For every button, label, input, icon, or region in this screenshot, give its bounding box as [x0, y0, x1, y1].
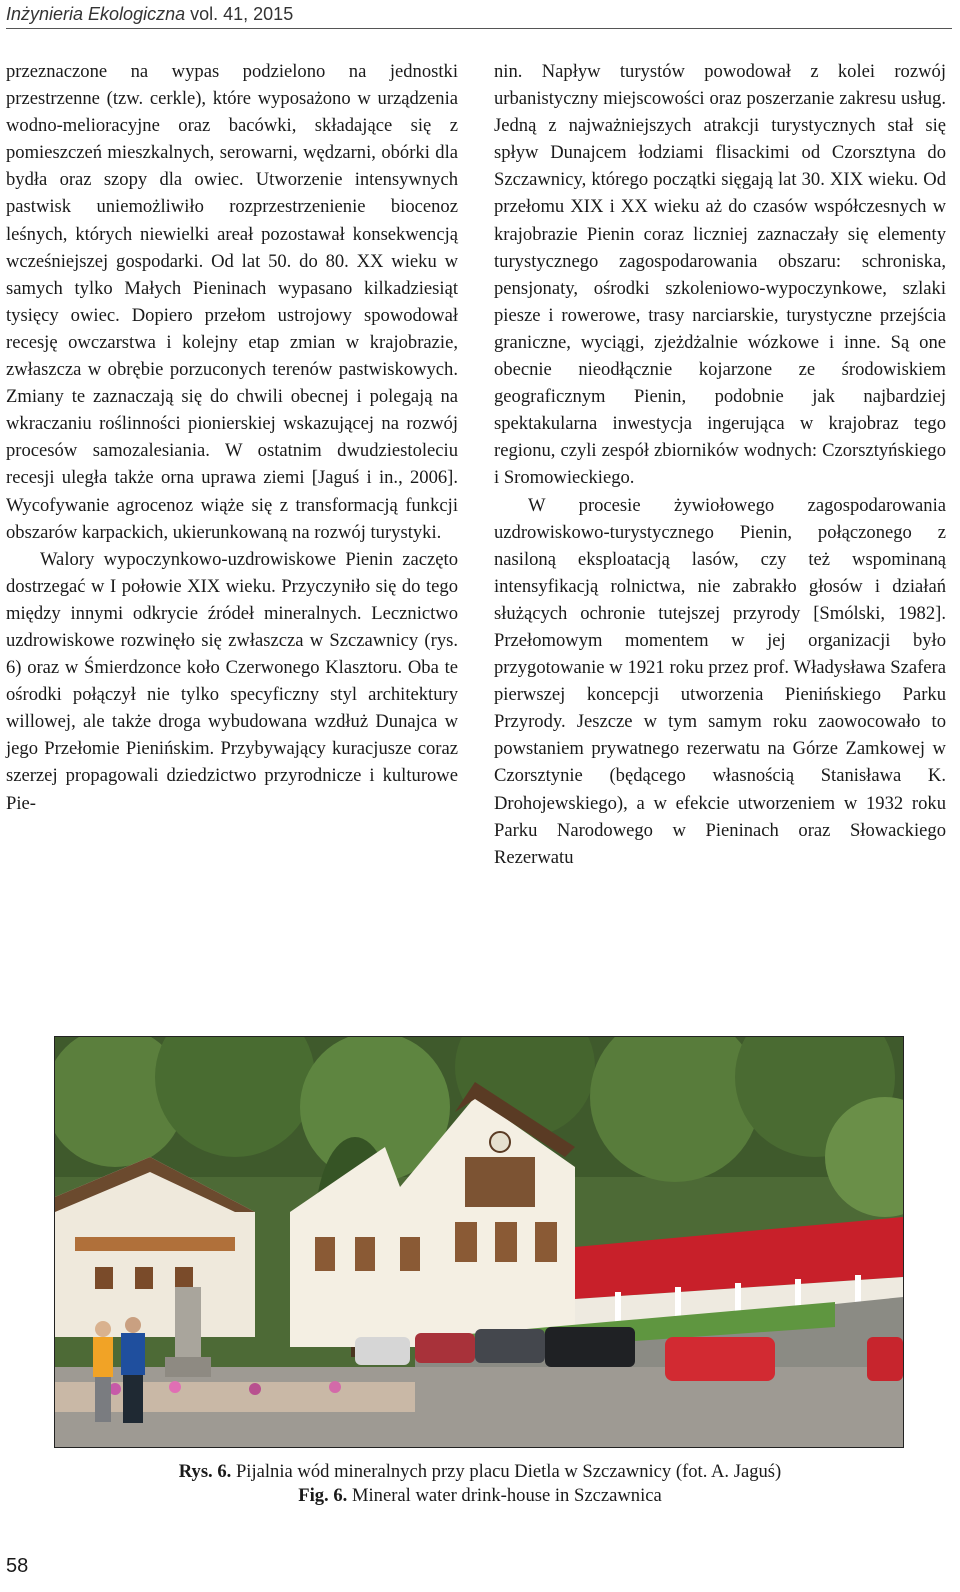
caption-pl-label: Rys. 6. — [178, 1461, 232, 1482]
journal-volume: vol. 41, 2015 — [190, 4, 294, 24]
figure-caption — [0, 1460, 960, 1508]
left-column — [6, 58, 458, 817]
left-paragraph-1: przeznaczone na wypas podzielono na jednostki przestrzenne (tzw. cerkle), które wyposażono w urządzenia wodno-melioracyjne oraz bacówki, składające się z pomieszczeń mieszkalnych, serowarni, wędzarni, obórki dla bydła oraz szopy dla owiec. Utworzenie intensywnych pastwisk uniemożliwiło rozprzestrzenienie biocenoz leśnych, których niewielki areał pozostawał konsekwencją wcześniejszej gospodarki. Od lat 50. do 80. XX wieku w samych tylko Małych Pieninach wypasano kilkadziesiąt tysięcy owiec. Dopiero przełom ustrojowy spowodował recesję owczarstwa i kolejny etap zmian w krajobrazie, zwłaszcza w obrębie porzuconych terenów pastwiskowych. Zmiany te zaznaczają się do chwili obecnej i polegają na wkraczaniu roślinności pionierskiej wskazującej na rozwój procesów samozalesiania. W ostatnim dwudziestoleciu recesji uległa także orna uprawa ziemi [Jaguś i in., 2006]. Wycofywanie agrocenoz wiąże się z transformacją funkcji obszarów karpackich, ukierunkowaną na rozwój turystyki. — [6, 61, 458, 543]
right-paragraph-1: nin. Napływ turystów powodował z kolei rozwój urbanistyczny miejscowości oraz poszerzanie zakresu usług. Jedną z najważniejszych atrakcji turystycznych stał się spływ Dunajcem łodziami flisackimi od Czorsztyna do Szczawnicy, którego początki sięgają lat 30. XIX wieku. Od przełomu XIX i XX wieku aż do czasów współczesnych w krajobrazie Pienin coraz liczniej zaznaczały się elementy turystycznego zagospodarowania obszaru: schroniska, pensjonaty, ośrodki szkoleniowo-wypoczynkowe, szlaki piesze i rowerowe, trasy narciarskie, turystyczne przejścia graniczne, wyciągi, zjeżdżalnie wózkowe i inne. Są one obecnie nieodłącznie kojarzone ze środowiskiem geograficznym Pienin, podobnie jak najbardziej spektakularna inwestycja ingerująca w krajobraz tego regionu, czyli zespół zbiorników wodnych: Czorsztyńskiego i Sromowieckiego. — [494, 61, 946, 489]
running-header — [6, 2, 952, 29]
left-paragraph-2: Walory wypoczynkowo-uzdrowiskowe Pienin zaczęto dostrzegać w I połowie XIX wieku. Przyczyniło się do tego między innymi odkrycie źródeł mineralnych. Lecznictwo uzdrowiskowe rozwinęło się zwłaszcza w Szczawnicy (rys. 6) oraz w Śmierdzonce koło Czerwonego Klasztoru. Oba te ośrodki połączył nie tylko specyficzny styl architektury willowej, ale także droga wybudowana wzdłuż Dunajca w jego Przełomie Pienińskim. Przybywający kuracjusze coraz szerzej propagowali dziedzictwo przyrodnicze i kulturowe Pie- — [6, 548, 458, 814]
page-number: 58 — [6, 1555, 29, 1577]
right-paragraph-2: W procesie żywiołowego zagospodarowania uzdrowiskowo-turystycznego Pienin, połączonego z nasiloną eksploatacją lasów, czy też wspominaną intensyfikacją rolnictwa, nie zabrakło głosów i działań służących ochronie tutejszej przyrody [Smólski, 1982]. Przełomowym momentem w jej organizacji było przygotowanie w 1921 roku przez prof. Władysława Szafera pierwszej koncepcji utworzenia Pienińskiego Parku Przyrody. Jeszcze w tym samym roku zaowocowało to powstaniem prywatnego rezerwatu na Górze Zamkowej w Czorsztynie (będącego własnością Stanisława K. Drohojewskiego), a w efekcie utworzeniem w 1932 roku Parku Narodowego w Pieninach oraz Słowackiego Rezerwatu — [494, 494, 946, 868]
figure-photo — [54, 1036, 904, 1448]
caption-polish — [0, 1460, 960, 1484]
drink-house-photo — [55, 1037, 903, 1447]
caption-en-label: Fig. 6. — [298, 1485, 348, 1506]
caption-english — [0, 1484, 960, 1508]
journal-title: Inżynieria Ekologiczna — [6, 4, 186, 24]
right-column — [494, 58, 946, 871]
caption-pl-text: Pijalnia wód mineralnych przy placu Dietla w Szczawnicy (fot. A. Jaguś) — [235, 1461, 782, 1482]
caption-en-text: Mineral water drink-house in Szczawnica — [351, 1485, 662, 1506]
